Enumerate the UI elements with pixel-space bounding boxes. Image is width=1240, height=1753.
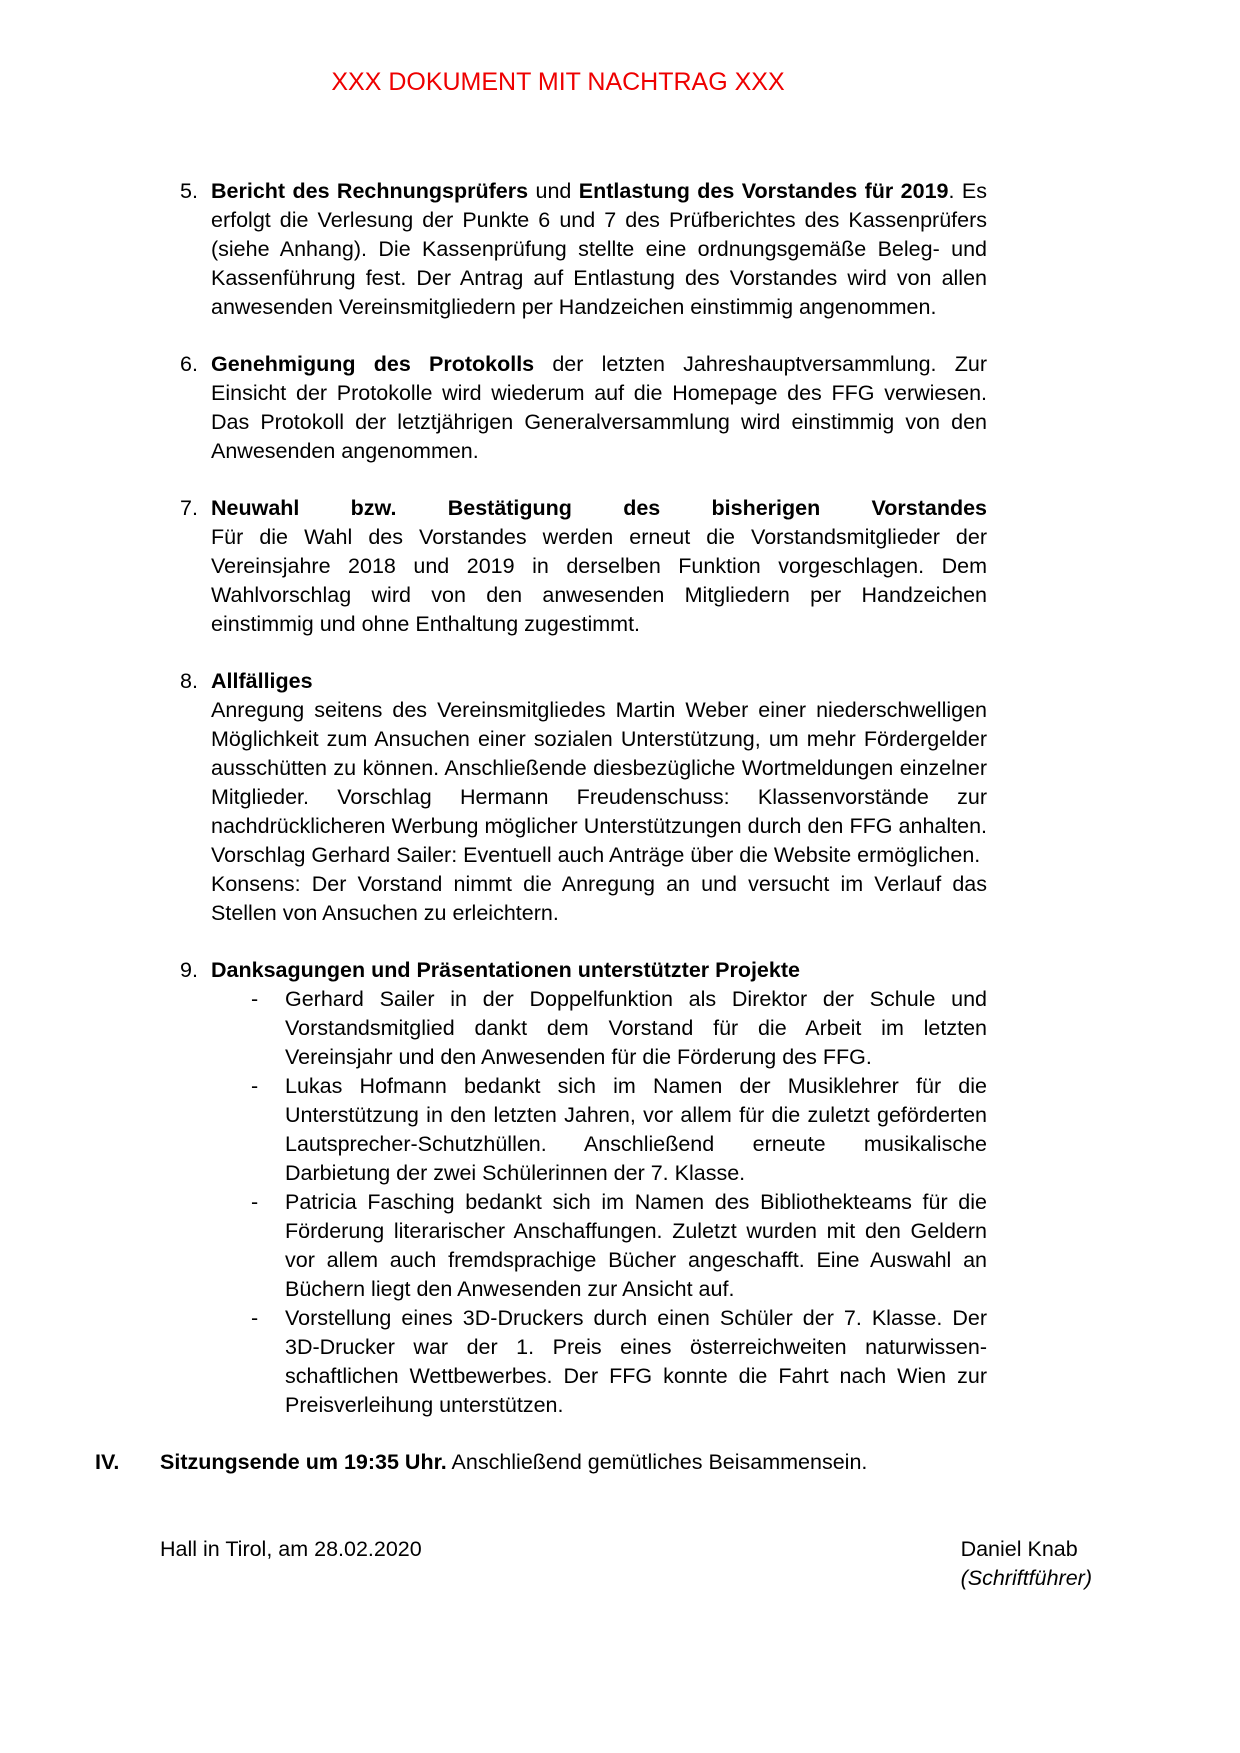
agenda-item-6 <box>180 350 987 466</box>
closing-line <box>95 1448 1095 1477</box>
item-content <box>211 494 987 639</box>
bullet-text: Gerhard Sailer in der Doppelfunktion als Direktor der Schule und Vorstandsmitglied dankt dem Vorstand für die Arbeit im letzten Vereinsjahr und den Anwesenden für die Förderung des FFG. <box>285 987 987 1069</box>
signer-role: (Schriftführer) <box>960 1566 1092 1590</box>
agenda-item-5 <box>180 177 987 322</box>
item-number: 7. <box>180 496 198 520</box>
item-heading-bold: Genehmigung des Protokolls <box>211 352 535 376</box>
item-text: der letzten Jahreshauptversammlung. Zur Einsicht der Protokolle wird wiederum auf die Homepage des FFG verwiesen. Das Protokoll der letztjährigen Generalversammlung wird einstimmig von den Anwesenden angenommen. <box>211 352 987 463</box>
item-heading-bold: Danksagungen und Präsentationen unterstützter Projekte <box>211 958 800 982</box>
document-title: XXX DOKUMENT MIT NACHTRAG XXX <box>331 68 785 96</box>
item-paragraph: Für die Wahl des Vorstandes werden erneut die Vorstandsmitglieder der Vereinsjahre 2018 und 2019 in derselben Funktion vorgeschlagen. Dem Wahlvorschlag wird von den anwesenden Mitgliedern per Handzeichen einstimmig und ohne Enthaltung zugestimmt. <box>211 525 987 636</box>
bullet-text: Lukas Hofmann bedankt sich im Namen der Musiklehrer für die Unterstützung in den letzten Jahren, vor allem für die zuletzt geförderten Lautsprecher-Schutzhüllen. Anschließend erneute musikalische Darbietung der zwei Schülerinnen der 7. Klasse. <box>285 1074 987 1185</box>
bullet-dash: - <box>251 987 259 1011</box>
item-paragraph: Konsens: Der Vorstand nimmt die Anregung an und versucht im Verlauf das Stellen von Ansuchen zu erleichtern. <box>211 872 987 925</box>
item-number: 8. <box>180 669 198 693</box>
bullet-dash: - <box>251 1306 259 1330</box>
agenda-item-9 <box>180 956 987 1420</box>
item-paragraph: Anregung seitens des Vereinsmitgliedes Martin Weber einer niederschwelligen Möglichkeit zum Ansuchen einer sozialen Unterstützung, um mehr Fördergelder ausschütten zu können. Anschließende diesbezügliche Wortmeldungen einzelner Mitglieder. Vorschlag Hermann Freudenschuss: Klassenvorstände zur nachdrücklicheren Werbung möglicher Unterstützungen durch den FFG anhalten. Vorschlag Gerhard Sailer: Eventuell auch Anträge über die Website ermöglichen. <box>211 698 987 867</box>
bullet-item <box>251 1304 987 1420</box>
closing-text-line <box>160 1448 1095 1477</box>
closing-bold: Sitzungsende um 19:35 Uhr. <box>160 1450 447 1474</box>
agenda-item-list <box>0 177 1240 1420</box>
item-heading-line <box>211 667 987 696</box>
item-heading-line <box>211 956 987 985</box>
bullet-item <box>251 1188 987 1304</box>
item-heading-bold: Bericht des Rechnungsprüfers <box>211 179 529 203</box>
item-heading-bold: Allfälliges <box>211 669 313 693</box>
signature-block <box>961 1535 1092 1593</box>
place-date: Hall in Tirol, am 28.02.2020 <box>160 1537 422 1561</box>
item-paragraph <box>211 350 987 466</box>
bullet-item <box>251 985 987 1072</box>
bullet-list <box>211 985 987 1420</box>
closing-text: Anschließend gemütliches Beisammensein. <box>446 1450 868 1474</box>
item-number: 9. <box>180 958 198 982</box>
item-content <box>211 350 987 466</box>
bullet-dash: - <box>251 1074 259 1098</box>
item-number: 5. <box>180 179 198 203</box>
bullet-text: Vorstellung eines 3D-Druckers durch einen Schüler der 7. Klasse. Der 3D-Drucker war der 1. Preis eines österreichweiten naturwissen-schaftlichen Wettbewerbes. Der FFG konnte die Fahrt nach Wien zur Preisverleihung unterstützen. <box>285 1306 987 1417</box>
agenda-item-8 <box>180 667 987 928</box>
bullet-item <box>251 1072 987 1188</box>
item-heading-bold: Entlastung des Vorstandes für 2019 <box>578 179 949 203</box>
bullet-dash: - <box>251 1190 259 1214</box>
item-text: und <box>528 179 579 203</box>
item-content <box>211 177 987 322</box>
item-paragraph <box>211 177 987 322</box>
item-text: . Es erfolgt die Verlesung der Punkte 6 und 7 des Prüfberichtes des Kassenprüfers (siehe Anhang). Die Kassenprüfung stellte eine ordnungsgemäße Beleg- und Kassenführung fest. Der Antrag auf Entlastung des Vorstandes wird von allen anwesenden Vereinsmitgliedern per Handzeichen einstimmig angenommen. <box>211 179 987 319</box>
item-content <box>211 956 987 1420</box>
agenda-item-7 <box>180 494 987 639</box>
signer-name: Daniel Knab <box>960 1537 1078 1561</box>
document-footer <box>160 1535 1092 1593</box>
item-content <box>211 667 987 928</box>
item-number: 6. <box>180 352 198 376</box>
item-heading-line <box>211 494 987 523</box>
closing-numeral: IV. <box>95 1450 120 1474</box>
bullet-text: Patricia Fasching bedankt sich im Namen des Bibliothekteams für die Förderung literarischer Anschaffungen. Zuletzt wurden mit den Geldern vor allem auch fremdsprachige Bücher angeschafft. Eine Auswahl an Büchern liegt den Anwesenden zur Ansicht auf. <box>285 1190 987 1301</box>
item-heading-bold: Neuwahl bzw. Bestätigung des bisherigen Vorstandes <box>211 496 987 520</box>
